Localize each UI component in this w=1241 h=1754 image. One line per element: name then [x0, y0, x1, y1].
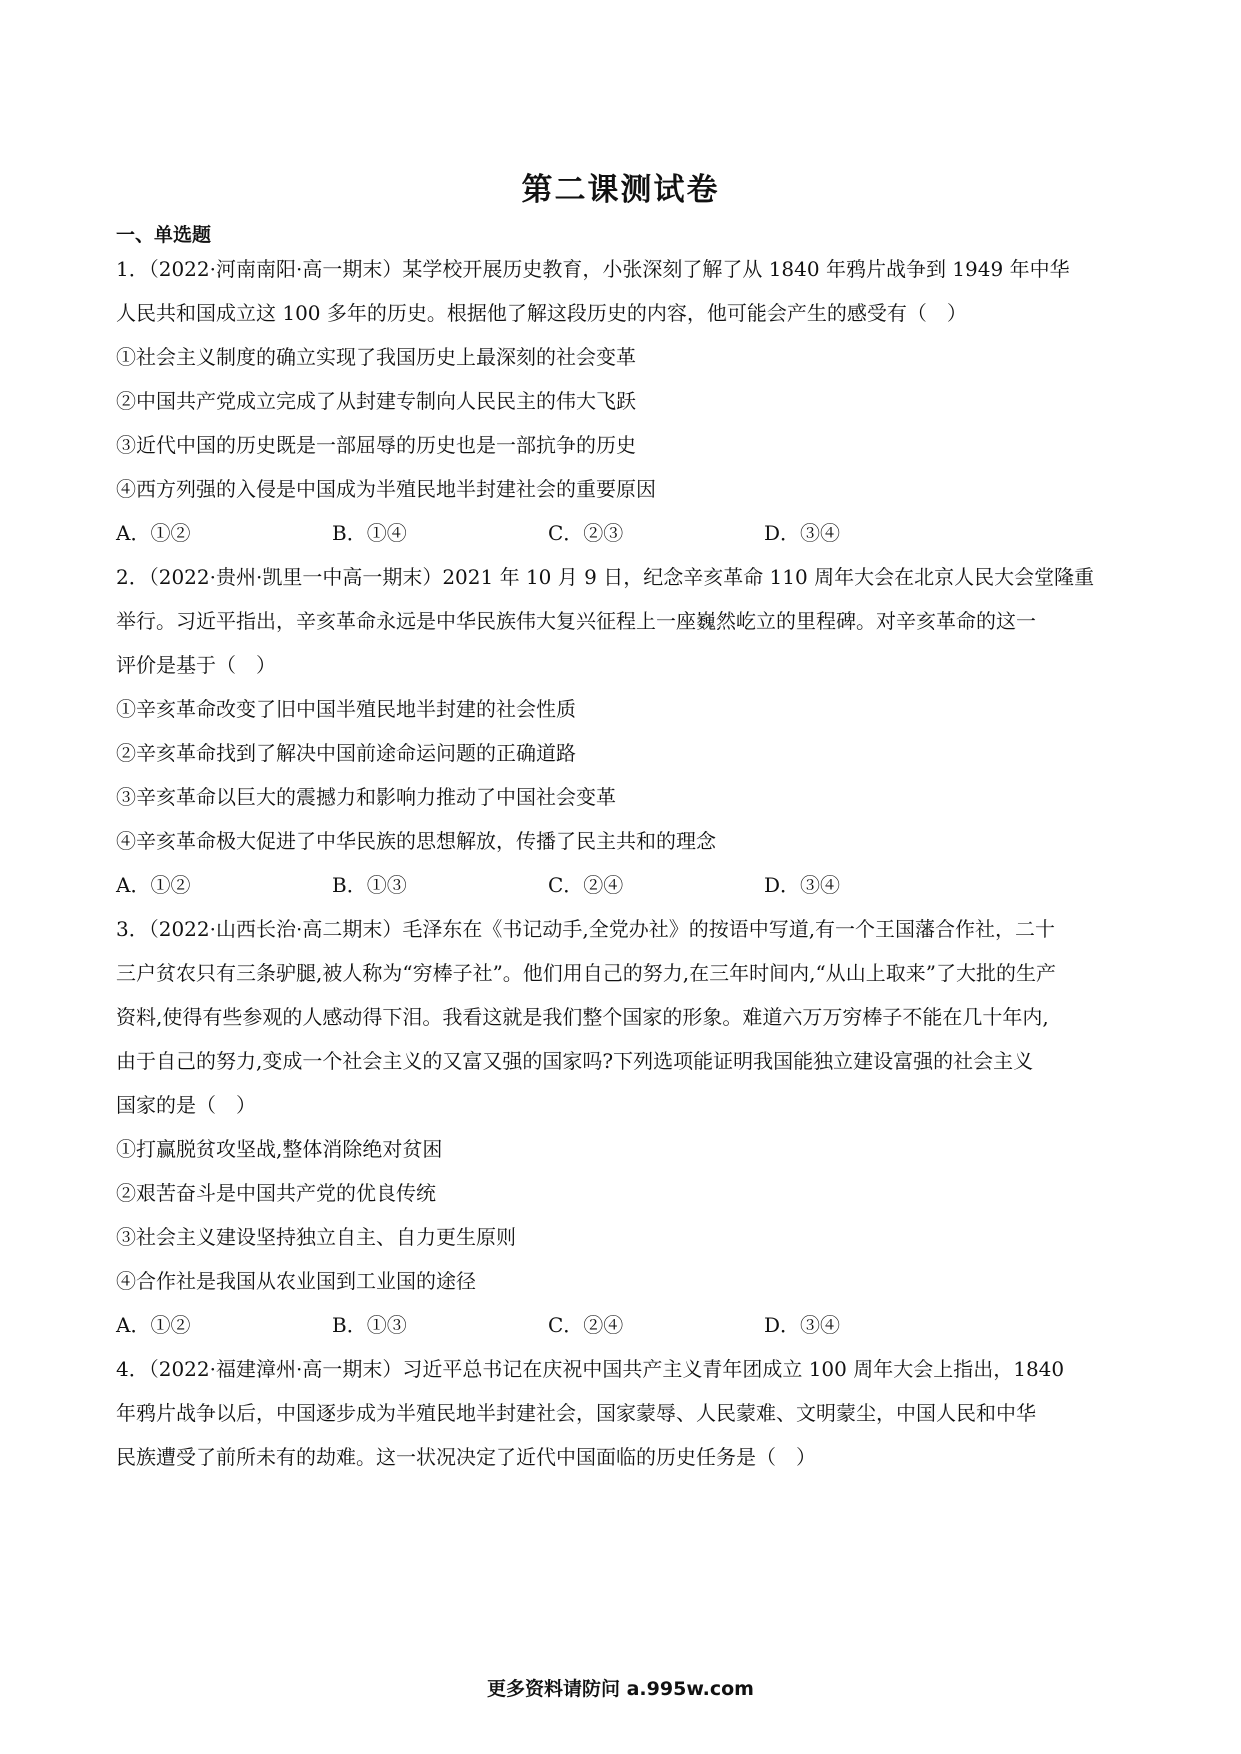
question-2-item: ②辛亥革命找到了解决中国前途命运问题的正确道路: [116, 741, 576, 765]
question-1-item: ①社会主义制度的确立实现了我国历史上最深刻的社会变革: [116, 345, 636, 369]
question-2-option-d: D．③④: [764, 873, 841, 897]
question-2-stem: 举行。习近平指出，辛亥革命永远是中华民族伟大复兴征程上一座巍然屹立的里程碑。对辛亥革命的这一: [116, 609, 1036, 633]
question-3-stem: 由于自己的努力,变成一个社会主义的又富又强的国家吗?下列选项能证明我国能独立建设富强的社会主义: [116, 1049, 1034, 1073]
question-2-option-a: A．①②: [116, 873, 191, 897]
question-1-item: ③近代中国的历史既是一部屈辱的历史也是一部抗争的历史: [116, 433, 636, 457]
question-4-stem: 年鸦片战争以后，中国逐步成为半殖民地半封建社会，国家蒙辱、人民蒙难、文明蒙尘，中国人民和中华: [116, 1401, 1036, 1425]
question-2-option-b: B．①③: [332, 873, 407, 897]
section-heading: 一、单选题: [116, 224, 212, 246]
question-3-option-d: D．③④: [764, 1313, 841, 1337]
question-2-stem: 评价是基于（ ）: [116, 653, 276, 677]
question-2-item: ④辛亥革命极大促进了中华民族的思想解放，传播了民主共和的理念: [116, 829, 716, 853]
question-2-item: ③辛亥革命以巨大的震撼力和影响力推动了中国社会变革: [116, 785, 616, 809]
question-3-option-a: A．①②: [116, 1313, 191, 1337]
question-4-stem: 民族遭受了前所未有的劫难。这一状况决定了近代中国面临的历史任务是（ ）: [116, 1445, 816, 1469]
question-2-stem: 2．（2022·贵州·凯里一中高一期末）2021 年 10 月 9 日，纪念辛亥革命 110 周年大会在北京人民大会堂隆重: [116, 565, 1095, 589]
question-3-item: ④合作社是我国从农业国到工业国的途径: [116, 1269, 476, 1293]
question-1-option-a: A．①②: [116, 521, 191, 545]
question-1-stem: 人民共和国成立这 100 多年的历史。根据他了解这段历史的内容，他可能会产生的感受有（ ）: [116, 301, 967, 325]
question-1-item: ②中国共产党成立完成了从封建专制向人民民主的伟大飞跃: [116, 389, 636, 413]
question-1-stem: 1．（2022·河南南阳·高一期末）某学校开展历史教育，小张深刻了解了从 1840 年鸦片战争到 1949 年中华: [116, 257, 1070, 281]
question-3-stem: 国家的是（ ）: [116, 1093, 256, 1117]
question-3-item: ③社会主义建设坚持独立自主、自力更生原则: [116, 1225, 516, 1249]
question-2-option-c: C．②④: [548, 873, 624, 897]
page-title: 第二课测试卷: [521, 172, 720, 208]
question-3-option-c: C．②④: [548, 1313, 624, 1337]
question-4-stem: 4．（2022·福建漳州·高一期末）习近平总书记在庆祝中国共产主义青年团成立 100 周年大会上指出，1840: [116, 1357, 1065, 1381]
question-3-stem: 三户贫农只有三条驴腿,被人称为“穷棒子社”。他们用自己的努力,在三年时间内,“从山上取来”了大批的生产: [116, 961, 1056, 985]
footer-link[interactable]: 更多资料请防问 a.995w.com: [487, 1678, 754, 1700]
question-3-stem: 资料,使得有些参观的人感动得下泪。我看这就是我们整个国家的形象。难道六万万穷棒子不能在几十年内,: [116, 1005, 1049, 1029]
question-1-option-d: D．③④: [764, 521, 841, 545]
question-1-option-b: B．①④: [332, 521, 407, 545]
question-3-item: ②艰苦奋斗是中国共产党的优良传统: [116, 1181, 436, 1205]
question-2-item: ①辛亥革命改变了旧中国半殖民地半封建的社会性质: [116, 697, 576, 721]
question-3-item: ①打赢脱贫攻坚战,整体消除绝对贫困: [116, 1137, 443, 1161]
question-3-option-b: B．①③: [332, 1313, 407, 1337]
question-3-stem: 3．（2022·山西长治·高二期末）毛泽东在《书记动手,全党办社》的按语中写道,有一个王国藩合作社，二十: [116, 917, 1056, 941]
question-1-item: ④西方列强的入侵是中国成为半殖民地半封建社会的重要原因: [116, 477, 656, 501]
question-1-option-c: C．②③: [548, 521, 624, 545]
